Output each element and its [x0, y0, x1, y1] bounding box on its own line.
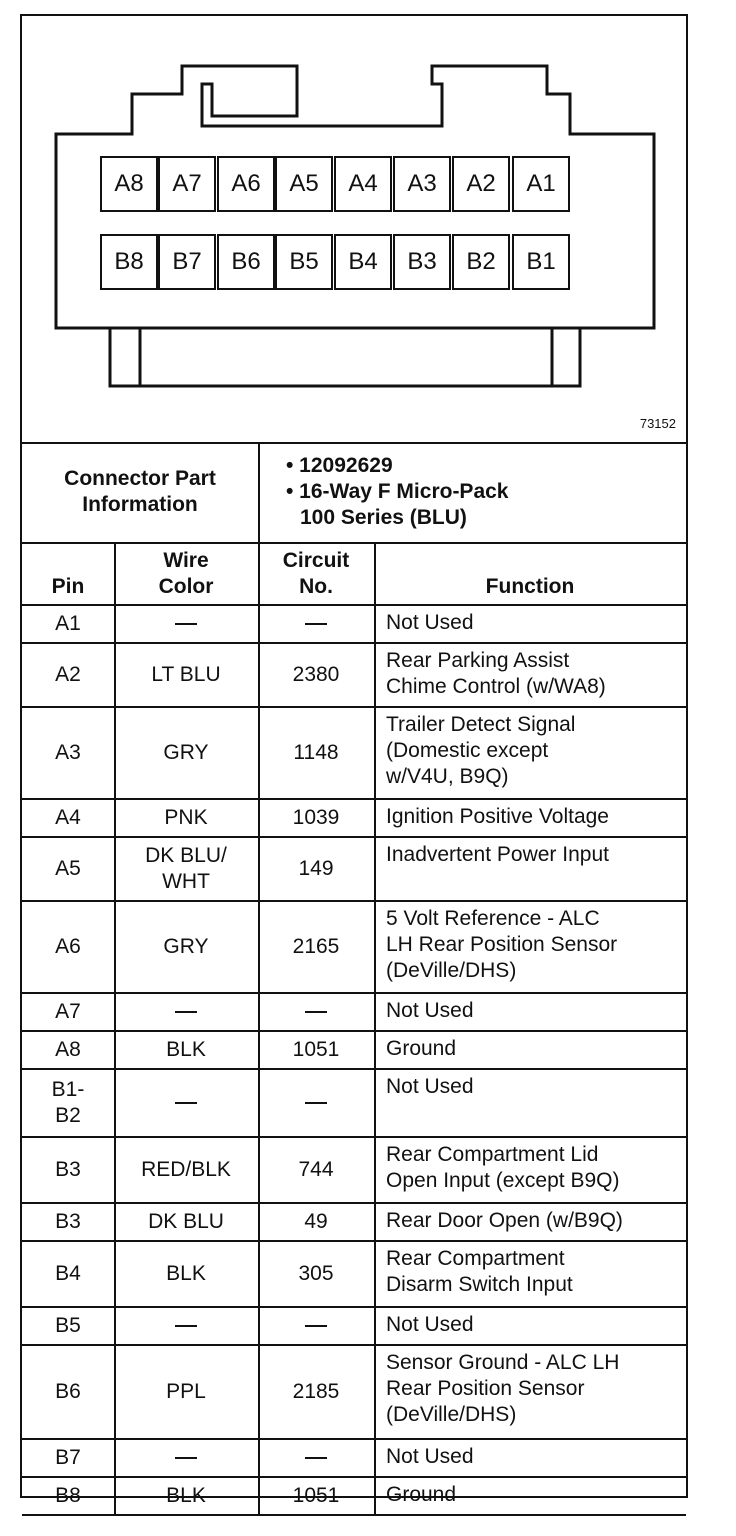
pin-a5: A5 [275, 156, 333, 212]
pin-text: B5 [55, 1314, 81, 1337]
function-text: Disarm Switch Input [386, 1273, 573, 1296]
connector-diagram [22, 16, 686, 442]
header-circuit-no [258, 544, 374, 604]
pin-text: B4 [55, 1262, 81, 1285]
circuit-no-cell: 744 [298, 1158, 334, 1181]
function-cell [374, 902, 686, 992]
circuit-no-cell: 1148 [293, 741, 339, 764]
function-text: Ignition Positive Voltage [386, 805, 609, 828]
function-text: (Domestic except [386, 739, 549, 762]
pin-cell [22, 708, 114, 798]
function-text: (DeVille/DHS) [386, 959, 517, 982]
circuit-no-cell: 1039 [292, 806, 340, 829]
pin-text: B8 [55, 1484, 81, 1507]
function-text: 5 Volt Reference - ALC [386, 907, 600, 930]
wire-color-cell [114, 1070, 258, 1136]
pin-text: A6 [55, 935, 81, 958]
pin-text: A1 [55, 612, 81, 635]
function-text: Rear Parking Assist [386, 649, 570, 672]
wire-color-text: BLK [166, 1038, 206, 1061]
dash-mark [305, 1325, 327, 1327]
function-text: w/V4U, B9Q) [386, 765, 509, 788]
pin-cell [22, 1346, 114, 1438]
function-cell [374, 1308, 686, 1344]
wire-color-cell [114, 1440, 258, 1476]
circuit-no-cell: 305 [298, 1262, 334, 1285]
part-info-label-line1: Connector Part [64, 467, 216, 490]
function-text: Not Used [386, 1313, 474, 1336]
function-text: Rear Door Open (w/B9Q) [386, 1209, 623, 1232]
wire-color-text: PPL [166, 1380, 206, 1403]
function-cell [374, 800, 686, 836]
circuit-no-cell [258, 1440, 374, 1476]
function-text: Rear Compartment Lid [386, 1143, 599, 1166]
wire-color-cell [114, 1242, 258, 1306]
pin-text: B7 [55, 1446, 81, 1469]
pin-text: A2 [55, 663, 81, 686]
pin-text: B3 [55, 1210, 81, 1233]
pin-b7: B7 [158, 234, 216, 290]
header-circuit-line1: Circuit [282, 549, 350, 572]
pin-cell [22, 1070, 114, 1136]
pin-text: A3 [55, 741, 81, 764]
pin-text: A8 [55, 1038, 81, 1061]
pin-cell [22, 1138, 114, 1202]
wire-color-cell [114, 1346, 258, 1438]
wire-color-cell [114, 606, 258, 642]
header-function: Function [485, 575, 575, 598]
pin-cell [22, 1032, 114, 1068]
pin-text: B6 [55, 1380, 81, 1403]
function-cell [374, 994, 686, 1030]
function-text: Ground [386, 1037, 457, 1060]
pin-cell [22, 838, 114, 900]
dash-mark [175, 1325, 197, 1327]
wire-color-text: LT BLU [151, 663, 221, 686]
connector-outline [22, 16, 686, 442]
function-cell [374, 1478, 686, 1514]
circuit-no-cell: 1051 [292, 1038, 340, 1061]
function-text: Sensor Ground - ALC LH [386, 1351, 620, 1374]
part-number: • 12092629 [286, 454, 393, 477]
wire-color-cell [114, 644, 258, 706]
function-text: Not Used [386, 1445, 474, 1468]
header-wire-line1: Wire [163, 549, 209, 572]
wire-color-text: WHT [162, 870, 210, 893]
wire-color-cell [114, 1032, 258, 1068]
function-cell [374, 1346, 686, 1438]
circuit-no-cell: 1051 [292, 1484, 340, 1507]
document-frame [20, 14, 688, 1507]
function-text: (DeVille/DHS) [386, 1403, 517, 1426]
header-wire-color [114, 544, 258, 604]
pin-a2: A2 [452, 156, 510, 212]
function-text: Rear Compartment [386, 1247, 565, 1270]
wire-color-cell [114, 800, 258, 836]
pin-b1: B1 [512, 234, 570, 290]
circuit-no-cell [258, 606, 374, 642]
pin-b2: B2 [452, 234, 510, 290]
wire-color-text: DK BLU [148, 1210, 224, 1233]
wire-color-cell [114, 1138, 258, 1202]
wire-color-text: GRY [163, 935, 209, 958]
wire-color-cell [114, 1478, 258, 1514]
pin-b6: B6 [217, 234, 275, 290]
wire-color-cell [114, 902, 258, 992]
figure-id: 73152 [639, 416, 676, 431]
pin-b4: B4 [334, 234, 392, 290]
circuit-no-cell: 49 [304, 1210, 328, 1233]
header-circuit-line2: No. [299, 575, 333, 598]
connector-series: 100 Series (BLU) [300, 506, 467, 529]
dash-mark [305, 1102, 327, 1104]
dash-mark [305, 1011, 327, 1013]
pin-a7: A7 [158, 156, 216, 212]
header-wire-line2: Color [158, 575, 214, 598]
function-cell [374, 708, 686, 798]
wire-color-cell [114, 1204, 258, 1240]
wire-color-text: BLK [166, 1262, 206, 1285]
wire-color-text: DK BLU/ [145, 844, 227, 867]
function-text: Open Input (except B9Q) [386, 1169, 620, 1192]
dash-mark [305, 1457, 327, 1459]
function-cell [374, 1242, 686, 1306]
function-text: Not Used [386, 611, 474, 634]
wire-color-cell [114, 708, 258, 798]
pin-cell [22, 994, 114, 1030]
wire-color-text: BLK [166, 1484, 206, 1507]
function-cell [374, 644, 686, 706]
pin-text: B3 [55, 1158, 81, 1181]
function-cell [374, 1138, 686, 1202]
connector-type: • 16-Way F Micro-Pack [286, 480, 509, 503]
pin-text: A7 [55, 1000, 81, 1023]
pin-text: B1- [51, 1078, 85, 1101]
pin-b8: B8 [100, 234, 158, 290]
circuit-no-cell [258, 994, 374, 1030]
pin-a6: A6 [217, 156, 275, 212]
pin-text: A4 [55, 806, 81, 829]
part-info-label-line2: Information [82, 493, 198, 516]
wire-color-text: GRY [163, 741, 209, 764]
pin-a3: A3 [393, 156, 451, 212]
row-divider [22, 1514, 686, 1516]
function-text: Inadvertent Power Input [386, 843, 609, 866]
pin-text: B2 [55, 1104, 81, 1127]
circuit-no-cell [258, 1070, 374, 1136]
function-cell [374, 1204, 686, 1240]
function-cell [374, 1032, 686, 1068]
dash-mark [175, 623, 197, 625]
function-text: Chime Control (w/WA8) [386, 675, 606, 698]
wire-color-cell [114, 994, 258, 1030]
function-text: Not Used [386, 1075, 474, 1098]
wire-color-cell [114, 838, 258, 900]
function-text: LH Rear Position Sensor [386, 933, 618, 956]
function-cell [374, 1440, 686, 1476]
function-cell [374, 606, 686, 642]
function-cell [374, 1070, 686, 1136]
pin-a4: A4 [334, 156, 392, 212]
dash-mark [305, 623, 327, 625]
dash-mark [175, 1457, 197, 1459]
wire-color-text: RED/BLK [141, 1158, 231, 1181]
function-text: Ground [386, 1483, 457, 1506]
pin-text: A5 [55, 857, 81, 880]
pin-cell [22, 1308, 114, 1344]
part-info-values [260, 442, 686, 542]
circuit-no-cell: 2165 [292, 935, 340, 958]
pin-cell [22, 902, 114, 992]
pin-b3: B3 [393, 234, 451, 290]
circuit-no-cell: 149 [298, 857, 334, 880]
pin-a8: A8 [100, 156, 158, 212]
pin-cell [22, 800, 114, 836]
function-cell [374, 838, 686, 900]
function-text: Rear Position Sensor [386, 1377, 585, 1400]
pin-cell [22, 606, 114, 642]
pin-cell [22, 1478, 114, 1514]
pin-a1: A1 [512, 156, 570, 212]
wire-color-text: PNK [164, 806, 208, 829]
pin-b5: B5 [275, 234, 333, 290]
pin-cell [22, 1440, 114, 1476]
wire-color-cell [114, 1308, 258, 1344]
header-pin: Pin [51, 575, 85, 598]
function-text: Trailer Detect Signal [386, 713, 576, 736]
circuit-no-cell: 2185 [292, 1380, 340, 1403]
part-info-label [22, 442, 258, 542]
pin-cell [22, 644, 114, 706]
pin-cell [22, 1242, 114, 1306]
circuit-no-cell: 2380 [292, 663, 340, 686]
dash-mark [175, 1102, 197, 1104]
circuit-no-cell [258, 1308, 374, 1344]
pin-cell [22, 1204, 114, 1240]
dash-mark [175, 1011, 197, 1013]
function-text: Not Used [386, 999, 474, 1022]
